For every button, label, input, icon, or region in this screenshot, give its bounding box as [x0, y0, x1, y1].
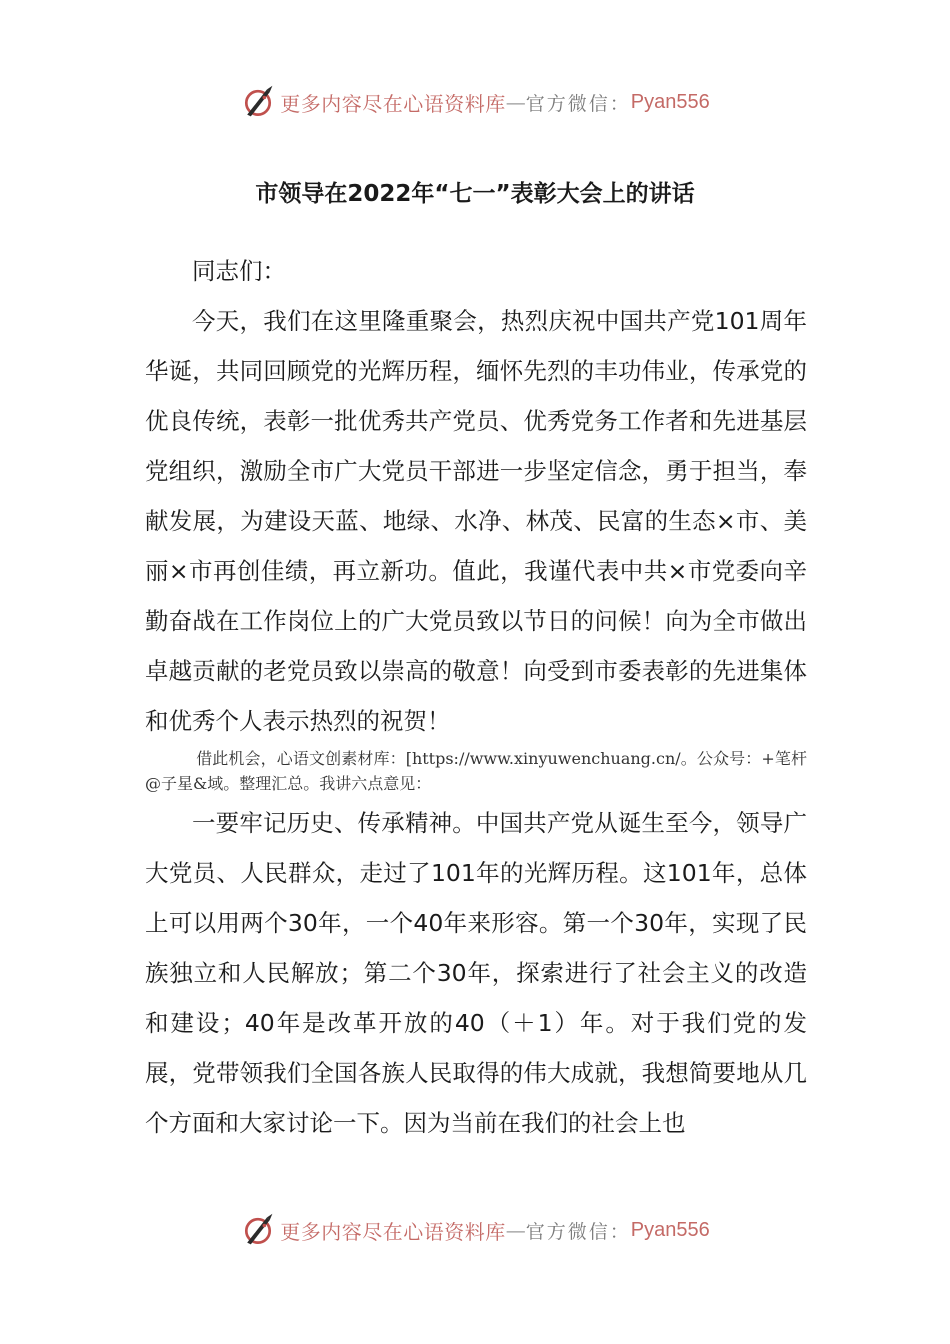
banner-wechat-label: 官方微信：: [525, 92, 631, 115]
greeting: 同志们：: [192, 257, 286, 285]
header-banner: [0, 80, 950, 124]
document-title: 市领导在2022年“七一”表彰大会上的讲话: [255, 181, 695, 207]
quill-pen-logo-icon: [240, 84, 276, 120]
banner-site-text: 更多内容尽在心语资料库: [280, 91, 506, 116]
source-note: 借此机会，心语文创素材库：[https://www.xinyuwenchuang.cn/。公众号：+笔杆@子星&域。整理汇总。我讲六点意见：: [145, 749, 807, 793]
banner-wechat-id: Pyan556: [630, 1218, 710, 1241]
quill-pen-logo-icon: [240, 1212, 276, 1248]
banner-wechat-label: 官方微信：: [525, 1220, 631, 1243]
paragraph-opening: 今天，我们在这里隆重聚会，热烈庆祝中国共产党101周年华诞，共同回顾党的光辉历程，缅怀先烈的丰功伟业，传承党的优良传统，表彰一批优秀共产党员、优秀党务工作者和先进基层党组织，激励全市广大党员干部进一步坚定信念，勇于担当，奉献发展，为建设天蓝、地绿、水净、林茂、民富的生态×市、美丽×市再创佳绩，再立新功。值此，我谨代表中共×市党委向辛勤奋战在工作岗位上的广大党员致以节日的问候！向为全市做出卓越贡献的老党员致以崇高的敬意！向受到市委表彰的先进集体和优秀个人表示热烈的祝贺！: [145, 307, 807, 735]
banner-wechat-id: Pyan556: [630, 90, 710, 113]
document-body: [145, 246, 807, 1148]
banner-separator: —: [505, 90, 526, 114]
banner-site-text: 更多内容尽在心语资料库: [280, 1219, 506, 1244]
banner-separator: —: [505, 1218, 526, 1242]
footer-banner: [0, 1208, 950, 1252]
paragraph-section-one: 一要牢记历史、传承精神。中国共产党从诞生至今，领导广大党员、人民群众，走过了101年的光辉历程。这101年，总体上可以用两个30年，一个40年来形容。第一个30年，实现了民族独立和人民解放；第二个30年，探索进行了社会主义的改造和建设；40年是改革开放的40（＋1）年。对于我们党的发展，党带领我们全国各族人民取得的伟大成就，我想简要地从几个方面和大家讨论一下。因为当前在我们的社会上也: [145, 809, 807, 1137]
